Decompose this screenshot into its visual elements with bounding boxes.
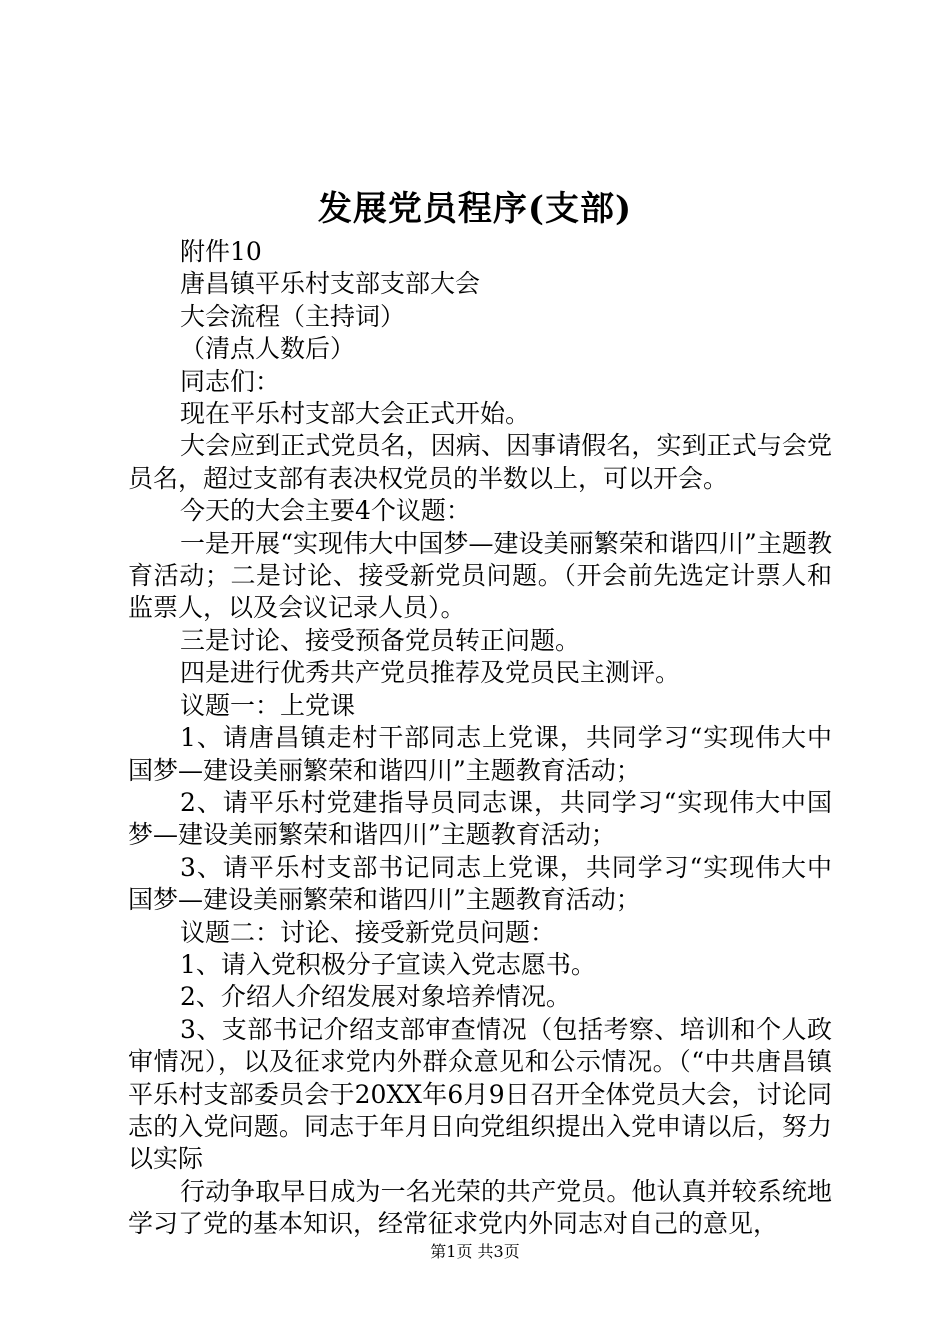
paragraph: 附件10	[180, 237, 262, 266]
paragraph: 三是讨论、接受预备党员转正问题。	[180, 625, 581, 655]
paragraph: 2、请平乐村党建指导员同志课，共同学习“实现伟大中国梦—建设美丽繁荣和谐四川”主题教育活动；	[128, 787, 832, 850]
paragraph: 大会流程（主持词）	[180, 301, 406, 331]
paragraph: 3、支部书记介绍支部审查情况（包括考察、培训和个人政审情况），以及征求党内外群众意见和公示情况。（“中共唐昌镇平乐村支部委员会于20XX年6月9日召开全体党员大会，讨论同志的入党问题。同志于年月日向党组织提出入党申请以后，努力以实际	[128, 1014, 832, 1174]
paragraph: 1、请入党积极分子宣读入党志愿书。	[180, 949, 596, 979]
paragraph: 议题二：讨论、接受新党员问题：	[180, 917, 556, 947]
paragraph: 行动争取早日成为一名光荣的共产党员。他认真并较系统地学习了党的基本知识，经常征求党内外同志对自己的意见，	[128, 1176, 832, 1239]
paragraph: 一是开展“实现伟大中国梦—建设美丽繁荣和谐四川”主题教育活动；二是讨论、接受新党员问题。（开会前先选定计票人和监票人，以及会议记录人员）。	[128, 528, 832, 623]
page-number-footer: 第1页 共3页	[430, 1242, 520, 1261]
paragraph: 今天的大会主要4个议题：	[180, 496, 471, 526]
paragraph: 四是进行优秀共产党员推荐及党员民主测评。	[180, 658, 681, 688]
paragraph: 现在平乐村支部大会正式开始。	[180, 399, 531, 429]
paragraph: 同志们：	[180, 366, 281, 396]
document-body	[128, 236, 832, 1241]
paragraph: 议题一：上党课	[180, 690, 356, 720]
paragraph: 1、请唐昌镇走村干部同志上党课，共同学习“实现伟大中国梦—建设美丽繁荣和谐四川”主题教育活动；	[128, 723, 832, 785]
paragraph: 3、请平乐村支部书记同志上党课，共同学习“实现伟大中国梦—建设美丽繁荣和谐四川”主题教育活动；	[128, 852, 832, 915]
paragraph: （清点人数后）	[180, 334, 356, 364]
paragraph: 唐昌镇平乐村支部支部大会	[180, 269, 481, 299]
paragraph: 大会应到正式党员名，因病、因事请假名，实到正式与会党员名，超过支部有表决权党员的半数以上，可以开会。	[128, 431, 832, 493]
document-title: 发展党员程序(支部)	[317, 189, 633, 229]
paragraph: 2、介绍人介绍发展对象培养情况。	[180, 982, 571, 1012]
